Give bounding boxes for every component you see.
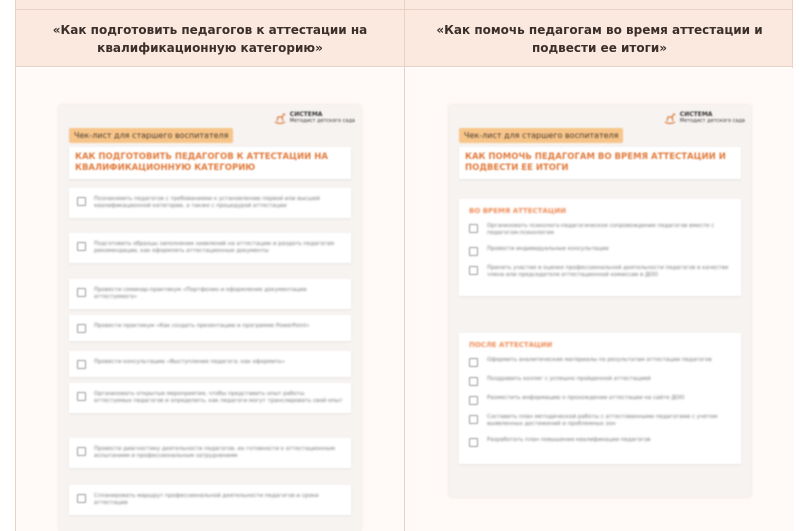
checkbox-icon bbox=[77, 360, 86, 369]
section-during bbox=[459, 199, 741, 296]
table-top-strip bbox=[16, 0, 792, 10]
checklist-tag: Чек-лист для старшего воспитателя bbox=[69, 128, 233, 143]
section-title: ВО ВРЕМЯ АТТЕСТАЦИИ bbox=[469, 207, 567, 215]
checklist-item: Познакомить педагогов с требованиями к установлению первой или высшей квалификационной категории, а также с процедурой аттестации bbox=[69, 188, 351, 218]
checklist-title: КАК ПОДГОТОВИТЬ ПЕДАГОГОВ К АТТЕСТАЦИИ НА КВАЛИФИКАЦИОННУЮ КАТЕГОРИЮ bbox=[69, 147, 351, 179]
section-title: ПОСЛЕ АТТЕСТАЦИИ bbox=[469, 341, 553, 349]
checkbox-icon bbox=[469, 358, 478, 367]
header-cell-during: «Как помочь педагогам во время аттестации и подвести ее итоги» bbox=[436, 22, 763, 55]
checklist-item: Поздравить коллег с успешно пройденной аттестацией bbox=[469, 376, 731, 386]
logo bbox=[663, 111, 745, 125]
checkbox-icon bbox=[469, 224, 478, 233]
checkbox-icon bbox=[469, 438, 478, 447]
comparison-table bbox=[15, 0, 793, 531]
checklist-item: Разработать план повышения квалификации педагогов bbox=[469, 437, 731, 447]
checklist-item: Провести индивидуальные консультации bbox=[469, 246, 731, 256]
logo-name-text: Методист детского сада bbox=[679, 118, 745, 124]
checklist-preview-prepare[interactable] bbox=[59, 105, 361, 531]
logo-small-text: СИСТЕМА bbox=[679, 111, 713, 118]
rocking-horse-icon bbox=[273, 111, 287, 125]
checklist-item: Организовать открытые мероприятия, чтобы представить опыт работы аттестуемых педагогов и определить, как педагоги могут транслировать свой опыт bbox=[69, 383, 351, 413]
checkbox-icon bbox=[77, 288, 86, 297]
checkbox-icon bbox=[77, 242, 86, 251]
logo-small-text: СИСТЕМА bbox=[289, 111, 323, 118]
checkbox-icon bbox=[469, 266, 478, 275]
body-cell-prepare bbox=[16, 68, 404, 531]
checkbox-icon bbox=[469, 415, 478, 424]
section-after bbox=[459, 333, 741, 464]
checklist-item: Организовать психолого-педагогическое сопровождение педагогов вместе с педагогом-психологом bbox=[469, 223, 731, 237]
checklist-tag: Чек-лист для старшего воспитателя bbox=[459, 128, 623, 143]
checkbox-icon bbox=[77, 197, 86, 206]
checklist-item: Спланировать маршрут профессиональной деятельности педагогов и сроки аттестации bbox=[69, 485, 351, 515]
body-cell-during bbox=[405, 68, 794, 531]
header-cell-prepare: «Как подготовить педагогов к аттестации на квалификационную категорию» bbox=[52, 22, 368, 55]
checkbox-icon bbox=[469, 377, 478, 386]
checklist-preview-during[interactable] bbox=[449, 105, 751, 497]
logo bbox=[273, 111, 355, 125]
checklist-item: Принять участие в оценке профессиональной деятельности педагогов в качестве члена или председателя аттестационной комиссии в ДОО bbox=[469, 265, 731, 279]
checkbox-icon bbox=[469, 396, 478, 405]
checklist-item: Подготовить образцы заполнения заявлений на аттестацию и раздать педагогам рекомендации, как оформлять аттестационные документы bbox=[69, 233, 351, 263]
column-divider bbox=[404, 10, 405, 531]
checkbox-icon bbox=[77, 324, 86, 333]
checklist-item: Разместить информацию о прохождении аттестации на сайте ДОО bbox=[469, 395, 731, 405]
checklist-item: Провести практикум «Как создать презентацию в программе PowerPoint» bbox=[69, 315, 351, 341]
checklist-item: Провести диагностику деятельности педагогов, их готовности к аттестационным испытаниям и профессиональным затруднениям bbox=[69, 438, 351, 468]
rocking-horse-icon bbox=[663, 111, 677, 125]
checklist-item: Оформить аналитические материалы по результатам аттестации педагогов bbox=[469, 357, 731, 367]
logo-name-text: Методист детского сада bbox=[289, 118, 355, 124]
checklist-title: КАК ПОМОЧЬ ПЕДАГОГАМ ВО ВРЕМЯ АТТЕСТАЦИИ И ПОДВЕСТИ ЕЕ ИТОГИ bbox=[459, 147, 741, 179]
checklist-item: Провести семинар-практикум «Портфолио и оформление документации аттестуемого» bbox=[69, 279, 351, 309]
checklist-item: Составить план методической работы с аттестованными педагогами с учетом выявленных достижений и проблемных зон bbox=[469, 414, 731, 428]
checklist-item: Провести консультацию «Выступление педагога: как оформить» bbox=[69, 351, 351, 377]
checkbox-icon bbox=[77, 447, 86, 456]
checkbox-icon bbox=[77, 494, 86, 503]
checkbox-icon bbox=[469, 247, 478, 256]
checkbox-icon bbox=[77, 392, 86, 401]
